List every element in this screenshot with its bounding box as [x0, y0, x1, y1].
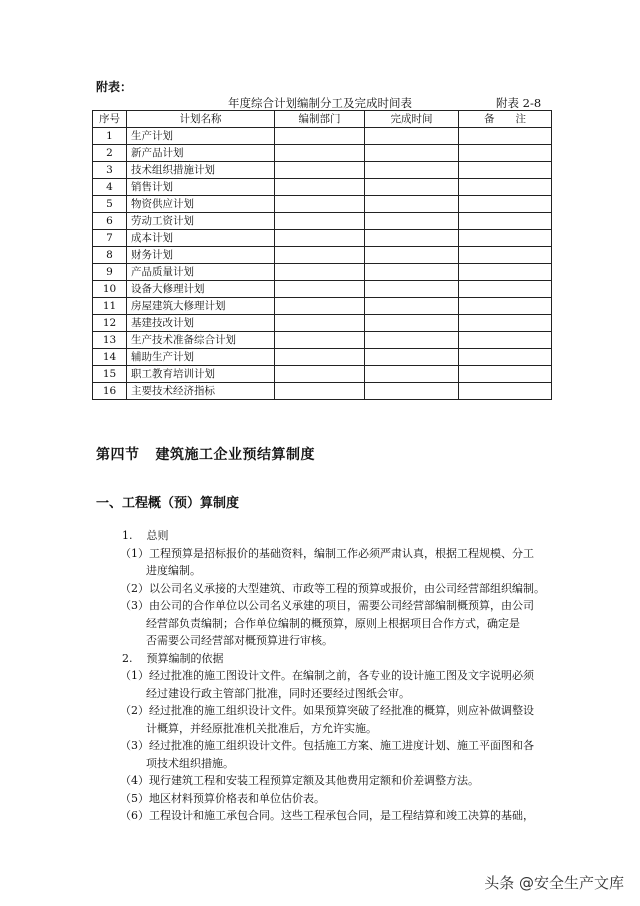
paragraph-line: （4）现行建筑工程和安装工程预算定额及其他费用定额和价差调整方法。	[120, 774, 479, 787]
paragraph-line: 经过建设行政主管部门批准，同时还要经过图纸会审。	[146, 686, 410, 700]
row-remarks	[459, 145, 552, 162]
row-plan-name: 房屋建筑大修理计划	[127, 298, 275, 315]
header-plan-name: 计划名称	[127, 111, 275, 128]
subsection-heading: 一、工程概（预）算制度	[96, 496, 240, 511]
row-department	[275, 281, 365, 298]
section-heading	[96, 444, 315, 464]
row-completion-time	[365, 366, 459, 383]
row-plan-name: 辅助生产计划	[127, 349, 275, 366]
row-number: 4	[93, 179, 127, 196]
table-reference: 附表 2-8	[496, 96, 542, 110]
paragraph-line: （5）地区材料预算价格表和单位估价表。	[120, 791, 325, 805]
table-row	[93, 128, 552, 145]
row-remarks	[459, 128, 552, 145]
row-completion-time	[365, 162, 459, 179]
row-remarks	[459, 298, 552, 315]
body-text	[96, 527, 556, 825]
row-number: 1	[93, 128, 127, 145]
row-completion-time	[365, 315, 459, 332]
clause-heading-basis: 2. 预算编制的依据	[122, 651, 224, 665]
row-completion-time	[365, 332, 459, 349]
row-remarks	[459, 383, 552, 400]
row-department	[275, 383, 365, 400]
header-seq: 序号	[93, 111, 127, 128]
row-plan-name: 劳动工资计划	[127, 213, 275, 230]
row-number: 13	[93, 332, 127, 349]
row-department	[275, 162, 365, 179]
row-department	[275, 349, 365, 366]
clause-heading-general: 1. 总则	[122, 529, 169, 542]
row-completion-time	[365, 230, 459, 247]
row-completion-time	[365, 196, 459, 213]
table-row	[93, 264, 552, 281]
row-department	[275, 366, 365, 383]
table-row	[93, 332, 552, 349]
row-remarks	[459, 366, 552, 383]
table-row	[93, 179, 552, 196]
table-row	[93, 196, 552, 213]
row-completion-time	[365, 264, 459, 281]
row-plan-name: 主要技术经济指标	[127, 383, 275, 400]
row-remarks	[459, 315, 552, 332]
paragraph-line: （1）经过批准的施工图设计文件。在编制之前，各专业的设计施工图及文字说明必须	[120, 669, 534, 682]
row-department	[275, 213, 365, 230]
row-department	[275, 145, 365, 162]
row-number: 12	[93, 315, 127, 332]
row-plan-name: 财务计划	[127, 247, 275, 264]
row-completion-time	[365, 179, 459, 196]
row-department	[275, 332, 365, 349]
paragraph-line: 计概算，并经原批准机关批准后，方允许实施。	[146, 721, 377, 735]
paragraph-line: 进度编制。	[146, 564, 201, 577]
paragraph-line: （2）经过批准的施工组织设计文件。如果预算突破了经批准的概算，则应补做调整设	[120, 704, 534, 717]
row-plan-name: 产品质量计划	[127, 264, 275, 281]
row-completion-time	[365, 281, 459, 298]
row-remarks	[459, 230, 552, 247]
table-row	[93, 298, 552, 315]
row-department	[275, 315, 365, 332]
row-plan-name: 成本计划	[127, 230, 275, 247]
row-remarks	[459, 247, 552, 264]
row-plan-name: 职工教育培训计划	[127, 366, 275, 383]
paragraph-line: （3）经过批准的施工组织设计文件。包括施工方案、施工进度计划、施工平面图和各	[120, 739, 534, 752]
row-number: 2	[93, 145, 127, 162]
row-plan-name: 新产品计划	[127, 145, 275, 162]
row-remarks	[459, 162, 552, 179]
row-department	[275, 179, 365, 196]
row-number: 14	[93, 349, 127, 366]
row-plan-name: 生产计划	[127, 128, 275, 145]
row-number: 8	[93, 247, 127, 264]
row-plan-name: 生产技术准备综合计划	[127, 332, 275, 349]
table-row	[93, 230, 552, 247]
table-row	[93, 349, 552, 366]
table-row	[93, 315, 552, 332]
table-row	[93, 145, 552, 162]
row-department	[275, 196, 365, 213]
row-remarks	[459, 332, 552, 349]
paragraph-line: （2）以公司名义承接的大型建筑、市政等工程的预算或报价，由公司经营部组织编制。	[120, 581, 545, 595]
row-number: 7	[93, 230, 127, 247]
row-completion-time	[365, 128, 459, 145]
plan-schedule-table	[92, 110, 552, 400]
section-title: 建筑施工企业预结算制度	[155, 447, 315, 463]
row-number: 16	[93, 383, 127, 400]
table-row	[93, 281, 552, 298]
row-number: 5	[93, 196, 127, 213]
table-row	[93, 213, 552, 230]
row-department	[275, 128, 365, 145]
row-number: 10	[93, 281, 127, 298]
row-number: 11	[93, 298, 127, 315]
table-row	[93, 247, 552, 264]
row-remarks	[459, 213, 552, 230]
header-completion-time: 完成时间	[365, 111, 459, 128]
header-department: 编制部门	[275, 111, 365, 128]
row-remarks	[459, 179, 552, 196]
row-number: 15	[93, 366, 127, 383]
table-row	[93, 383, 552, 400]
table-row	[93, 366, 552, 383]
paragraph-line: 项技术组织措施。	[146, 756, 234, 770]
row-department	[275, 230, 365, 247]
section-number: 第四节	[96, 447, 140, 463]
row-department	[275, 247, 365, 264]
paragraph-line: （1）工程预算是招标报价的基础资料，编制工作必须严肃认真，根据工程规模、分工	[120, 546, 534, 560]
row-completion-time	[365, 383, 459, 400]
row-completion-time	[365, 298, 459, 315]
row-plan-name: 基建技改计划	[127, 315, 275, 332]
row-completion-time	[365, 213, 459, 230]
row-remarks	[459, 281, 552, 298]
paragraph-line: （3）由公司的合作单位以公司名义承建的项目，需要公司经营部编制概预算，由公司	[120, 599, 534, 612]
table-caption: 年度综合计划编制分工及完成时间表	[228, 96, 412, 110]
row-remarks	[459, 349, 552, 366]
table-header-row	[93, 111, 552, 128]
row-number: 9	[93, 264, 127, 281]
header-remarks: 备 注	[459, 111, 552, 128]
paragraph-line: 经营部负责编制；合作单位编制的概预算，原则上根据项目合作方式，确定是	[146, 616, 520, 630]
row-plan-name: 物资供应计划	[127, 196, 275, 213]
row-plan-name: 技术组织措施计划	[127, 162, 275, 179]
row-number: 6	[93, 213, 127, 230]
row-number: 3	[93, 162, 127, 179]
appendix-label: 附表：	[96, 80, 133, 94]
row-department	[275, 298, 365, 315]
paragraph-line: 否需要公司经营部对概预算进行审核。	[146, 634, 333, 647]
row-completion-time	[365, 247, 459, 264]
row-remarks	[459, 196, 552, 213]
row-completion-time	[365, 145, 459, 162]
table-row	[93, 162, 552, 179]
row-plan-name: 设备大修理计划	[127, 281, 275, 298]
row-completion-time	[365, 349, 459, 366]
row-plan-name: 销售计划	[127, 179, 275, 196]
row-department	[275, 264, 365, 281]
watermark: 头条 @安全生产文库	[484, 874, 624, 892]
paragraph-line: （6）工程设计和施工承包合同。这些工程承包合同，是工程结算和竣工决算的基础，	[120, 809, 534, 822]
row-remarks	[459, 264, 552, 281]
